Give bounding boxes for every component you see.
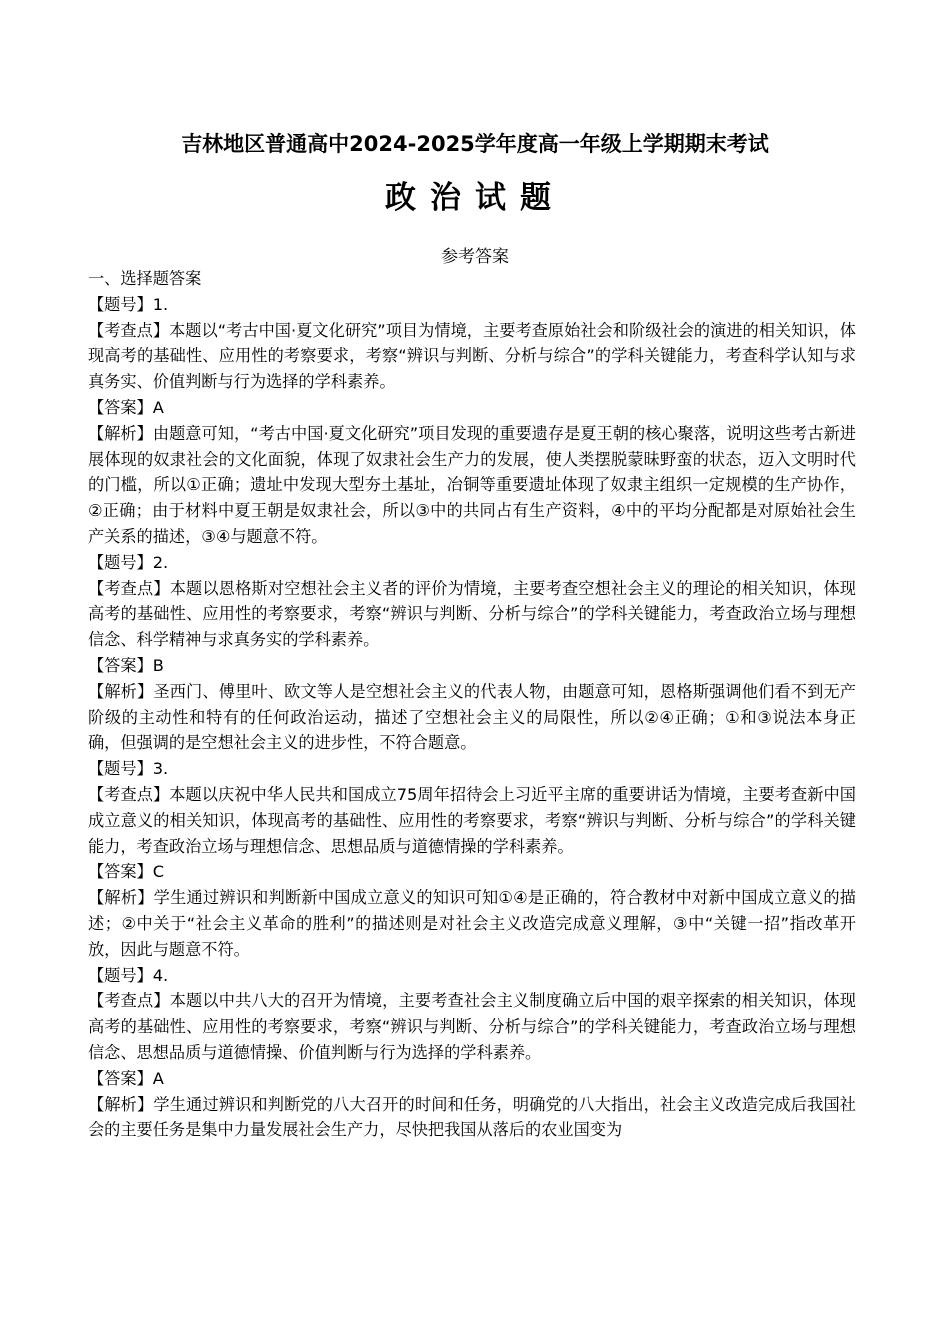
exam-title: 吉林地区普通高中2024-2025学年度高一年级上学期期末考试: [181, 132, 769, 156]
section-heading: 一、选择题答案: [88, 269, 202, 288]
question-analysis: 【解析】圣西门、傅里叶、欧文等人是空想社会主义的代表人物，由题意可知，恩格斯强调他们看不到无产阶级的主动性和特有的任何政治运动，描述了空想社会主义的局限性，所以②④正确；①和③说法本身正确，但强调的是空想社会主义的进步性，不符合题意。: [88, 681, 856, 753]
question-number: 【题号】1.: [88, 294, 169, 314]
answer-content: [88, 266, 856, 1143]
question-block-2: [88, 550, 856, 756]
reference-answer-label: 参考答案: [441, 247, 509, 267]
subject-title: 政治试题: [385, 180, 565, 216]
question-block-4: [88, 963, 856, 1144]
question-focus: 【考查点】本题以“考古中国·夏文化研究”项目为情境，主要考查原始社会和阶级社会的演进的相关知识，体现高考的基础性、应用性的考察要求，考察“辨识与判断、分析与综合”的学科关键能力，考查科学认知与求真务实、价值判断与行为选择的学科素养。: [88, 320, 856, 392]
question-focus: 【考查点】本题以中共八大的召开为情境，主要考查社会主义制度确立后中国的艰辛探索的相关知识，体现高考的基础性、应用性的考察要求，考察“辨识与判断、分析与综合”的学科关键能力，考查政治立场与理想信念、思想品质与道德情操、价值判断与行为选择的学科素养。: [88, 991, 856, 1062]
question-number: 【题号】3.: [88, 759, 169, 779]
question-focus: 【考查点】本题以恩格斯对空想社会主义者的评价为情境，主要考查空想社会主义的理论的相关知识，体现高考的基础性、应用性的考察要求，考察“辨识与判断、分析与综合”的学科关键能力，考查政治立场与理想信念、科学精神与求真务实的学科素养。: [88, 578, 856, 650]
question-block-3: [88, 756, 856, 962]
question-focus: 【考查点】本题以庆祝中华人民共和国成立75周年招待会上习近平主席的重要讲话为情境，主要考查新中国成立意义的相关知识，体现高考的基础性、应用性的考察要求，考察“辨识与判断、分析与综合”的学科关键能力，考查政治立场与理想信念、思想品质与道德情操的学科素养。: [88, 784, 856, 856]
question-analysis: 【解析】学生通过辨识和判断党的八大召开的时间和任务，明确党的八大指出，社会主义改造完成后我国社会的主要任务是集中力量发展社会生产力，尽快把我国从落后的农业国变为: [88, 1094, 856, 1140]
question-analysis: 【解析】学生通过辨识和判断新中国成立意义的知识可知①④是正确的，符合教材中对新中国成立意义的描述；②中关于“社会主义革命的胜利”的描述则是对社会主义改造完成意义理解，③中“关键一招”指改革开放，因此与题意不符。: [88, 888, 856, 959]
question-block-1: [88, 292, 856, 550]
question-answer: 【答案】B: [88, 655, 164, 675]
question-analysis: 【解析】由题意可知，“考古中国·夏文化研究”项目发现的重要遗存是夏王朝的核心聚落，说明这些考古新进展体现的奴隶社会的文化面貌，体现了奴隶社会生产力的发展，使人类摆脱蒙昧野蛮的状态，迈入文明时代的门槛，所以①正确；遗址中发现大型夯土基址，冶铜等重要遗址体现了奴隶主组织一定规模的生产协作，②正确；由于材料中夏王朝是奴隶社会，所以③中的共同占有生产资料，④中的平均分配都是对原始社会生产关系的描述，③④与题意不符。: [88, 423, 856, 546]
question-number: 【题号】2.: [88, 552, 169, 572]
question-number: 【题号】4.: [88, 965, 169, 985]
question-answer: 【答案】A: [88, 1068, 164, 1088]
question-answer: 【答案】A: [88, 397, 164, 417]
question-answer: 【答案】C: [88, 862, 165, 882]
